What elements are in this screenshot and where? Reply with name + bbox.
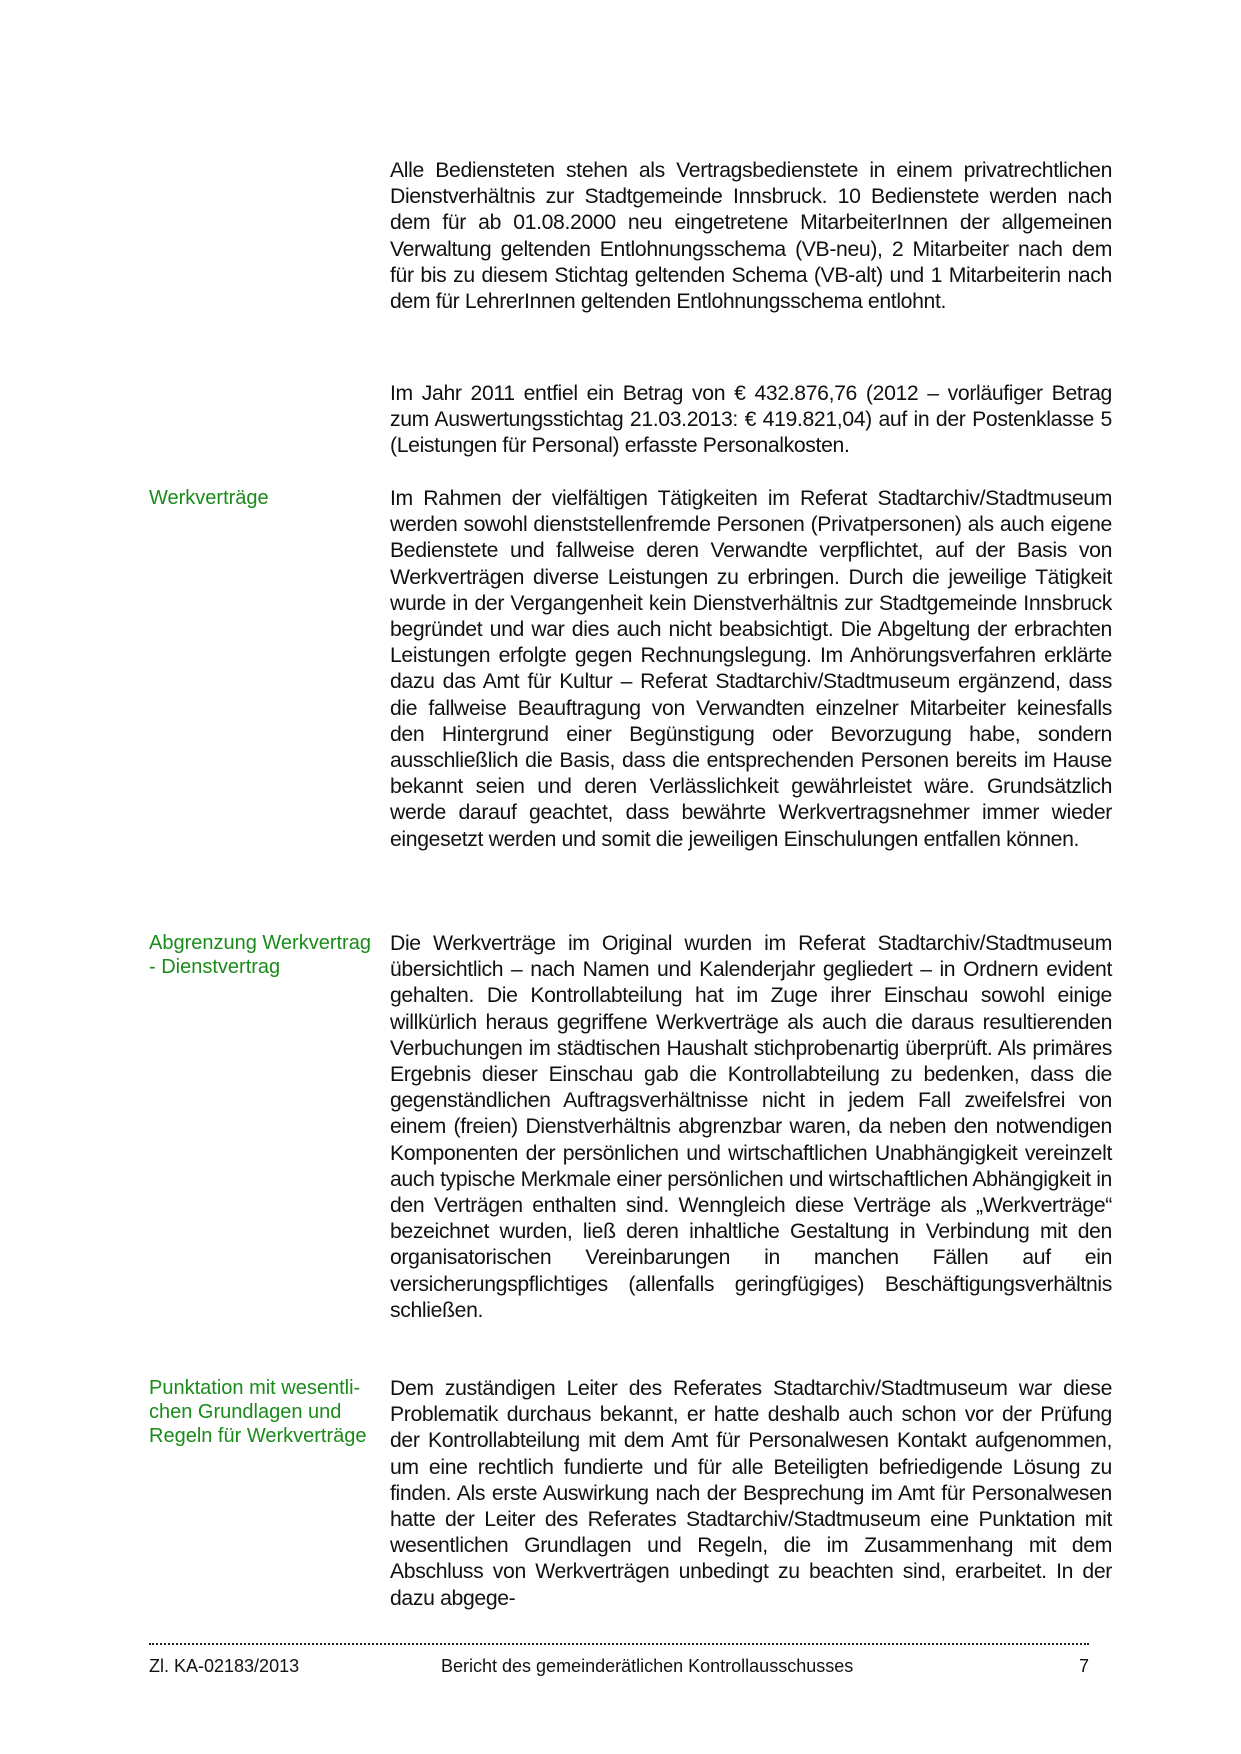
- page-footer: [149, 1656, 1089, 1680]
- paragraph-text: Im Jahr 2011 entfiel ein Betrag von € 432.876,76 (2012 – vorläufiger Betrag zum Auswertungsstichtag 21.03.2013: € 419.821,04) auf in der Postenklasse 5 (Leistungen für Personal) erfasste Personalkosten.: [390, 382, 1112, 458]
- paragraph-text: Alle Bediensteten stehen als Vertragsbedienstete in einem privatrechtlichen Dienstverhältnis zur Stadtgemeinde Innsbruck. 10 Bedienstete werden nach dem für ab 01.08.2000 neu eingetretene MitarbeiterInnen der allgemeinen Verwaltung geltenden Entlohnungsschema (VB-neu), 2 Mitarbeiter nach dem für bis zu diesem Stichtag geltenden Schema (VB-alt) und 1 Mitarbeiterin nach dem für LehrerInnen geltenden Entlohnungsschema entlohnt.: [390, 159, 1112, 314]
- paragraph-text: Dem zuständigen Leiter des Referates Stadtarchiv/Stadtmuseum war diese Problematik durchaus bekannt, er hatte deshalb auch schon vor der Prüfung der Kontrollabteilung mit dem Amt für Personalwesen Kontakt aufgenommen, um eine rechtlich fundierte und für alle Beteiligten befriedigende Lösung zu finden. Als erste Auswirkung nach der Besprechung im Amt für Personalwesen hatte der Leiter des Referates Stadtarchiv/Stadtmuseum eine Punktation mit wesentlichen Grundlagen und Regeln, die im Zusammenhang mit dem Abschluss von Werkverträgen unbedingt zu beachten sind, erarbeitet. In der dazu abgege-: [390, 1377, 1112, 1610]
- margin-heading: Werkverträge: [149, 487, 269, 509]
- margin-heading: Abgrenzung Werkvertrag - Dienstvertrag: [149, 932, 371, 978]
- footer-divider: [149, 1643, 1089, 1645]
- margin-heading: Punktation mit wesentlichen Grundlagen und Regeln für Werkverträge: [149, 1377, 367, 1447]
- document-reference: Zl. KA-02183/2013: [149, 1656, 300, 1676]
- paragraph-text: Im Rahmen der vielfältigen Tätigkeiten im Referat Stadtarchiv/Stadtmuseum werden sowohl dienststellenfremde Personen (Privatpersonen) als auch eigene Bedienstete und fallweise deren Verwandte verpflichtet, auf der Basis von Werkverträgen diverse Leistungen zu erbringen. Durch die jeweilige Tätigkeit wurde in der Vergangenheit kein Dienstverhältnis zur Stadtgemeinde Innsbruck begründet und war dies auch nicht beabsichtigt. Die Abgeltung der erbrachten Leistungen erfolgte gegen Rechnungslegung. Im Anhörungsverfahren erklärte dazu das Amt für Kultur – Referat Stadtarchiv/Stadtmuseum ergänzend, dass die fallweise Beauftragung von Verwandten einzelner Mitarbeiter keinesfalls den Hintergrund einer Begünstigung oder Bevorzugung habe, sondern ausschließlich die Basis, dass die entsprechenden Personen bereits im Hause bekannt seien und deren Verlässlichkeit gewährleistet wäre. Grundsätzlich werde darauf geachtet, dass bewährte Werkvertragsnehmer immer wieder eingesetzt werden und somit die jeweiligen Einschulungen entfallen können.: [390, 487, 1112, 851]
- paragraph-text: Die Werkverträge im Original wurden im Referat Stadtarchiv/Stadtmuseum übersichtlich – nach Namen und Kalenderjahr gegliedert – in Ordnern evident gehalten. Die Kontrollabteilung hat im Zuge ihrer Einschau sowohl einige willkürlich heraus gegriffene Werkverträge als auch die daraus resultierenden Verbuchungen im städtischen Haushalt stichprobenartig überprüft. Als primäres Ergebnis dieser Einschau gab die Kontrollabteilung zu bedenken, dass die gegenständlichen Auftragsverhältnisse nicht in jedem Fall zweifelsfrei von einem (freien) Dienstverhältnis abgrenzbar waren, da neben den notwendigen Komponenten der persönlichen und wirtschaftlichen Unabhängigkeit vereinzelt auch typische Merkmale einer persönlichen und wirtschaftlichen Abhängigkeit in den Verträgen enthalten sind. Wenngleich diese Verträge als „Werkverträge“ bezeichnet wurden, ließ deren inhaltliche Gestaltung in Verbindung mit den organisatorischen Vereinbarungen in manchen Fällen auf ein versicherungspflichtiges (allenfalls geringfügiges) Beschäftigungsverhältnis schließen.: [390, 932, 1112, 1322]
- report-title: Bericht des gemeinderätlichen Kontrollausschusses: [441, 1656, 854, 1676]
- page-number: 7: [1078, 1656, 1089, 1676]
